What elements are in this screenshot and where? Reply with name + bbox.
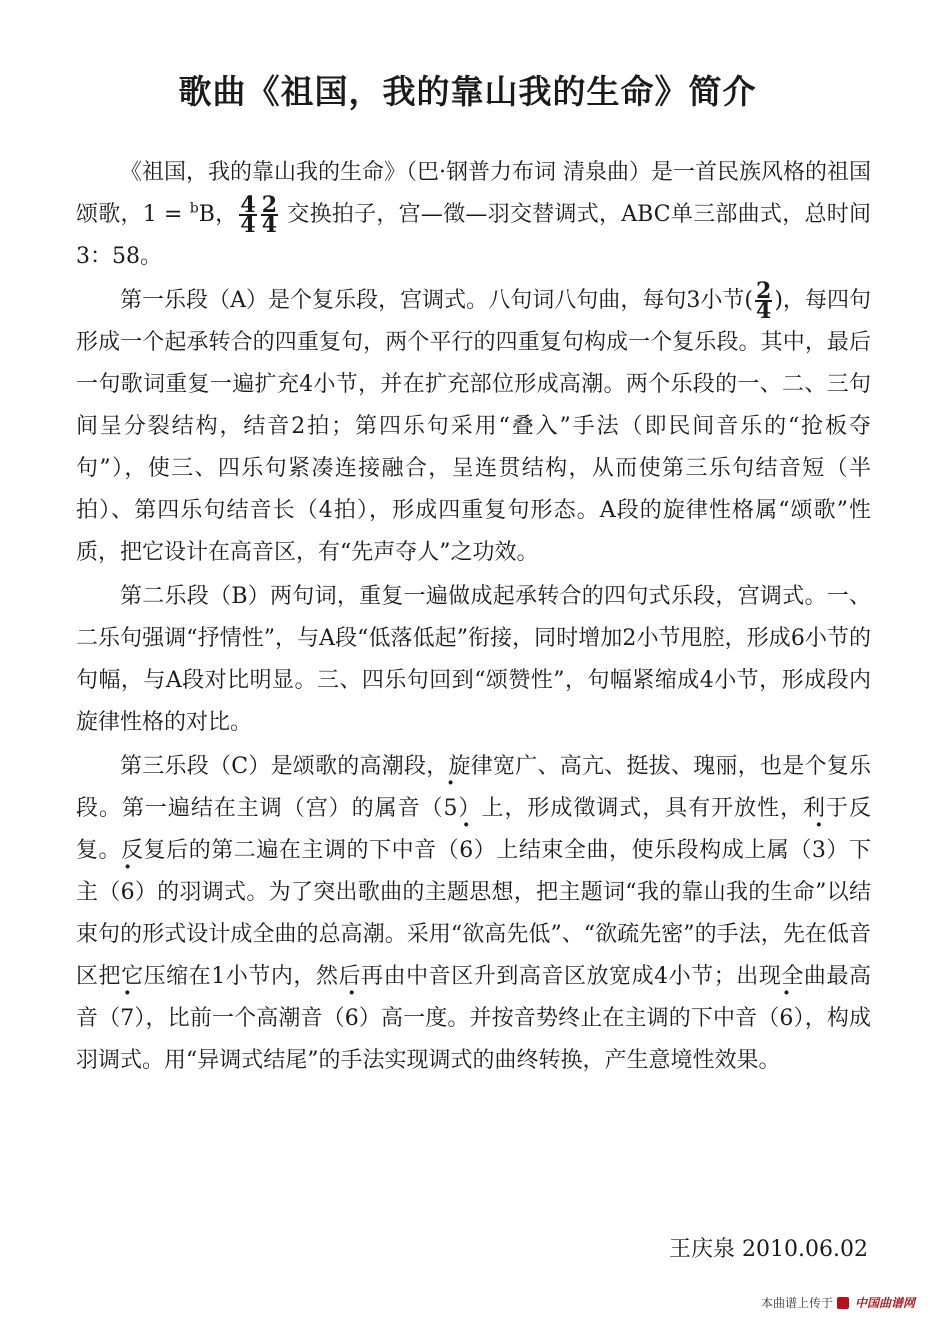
document-body <box>76 152 871 1082</box>
paragraph-section-b: 第二乐段（B）两句词，重复一遍做成起承转合的四句式乐段，宫调式。一、二乐句强调“抒情性”，与A段“低落低起”衔接，同时增加2小节甩腔，形成6小节的句幅，与A段对比明显。三、四乐句回到“颂赞性”，句幅紧缩成4小节，形成段内旋律性格的对比。 <box>76 584 871 735</box>
jianpu-note-high-6: · 6 <box>779 998 793 1040</box>
site-logo-icon <box>837 1297 849 1309</box>
footer-watermark <box>761 1294 915 1311</box>
time-signature-2-4-inline: $\frac{2}{4}$ <box>756 278 772 324</box>
author-signature: 王庆泉 2010.06.02 <box>669 1237 868 1262</box>
jianpu-note-high-7: · 7 <box>120 998 134 1040</box>
flat-sign: b <box>189 200 199 217</box>
time-signature-2-4: $\frac{2}{4}$ <box>261 192 278 238</box>
jianpu-note-high-5: · 5 <box>444 788 458 830</box>
paragraph-section-c: 第三乐段（C）是颂歌的高潮段，旋律宽广、高亢、挺拔、瑰丽，也是个复乐段。第一遍结在主调（宫）的属音（· 5）上，形成徵调式，具有开放性，利于反复。反复后的第二遍在主调的下中音（· 6）上结束全曲，使乐段构成上属（· 3）下主（· 6）的羽调式。为了突出歌曲的主题思想，把主题词“我的靠山我的生命”以结束句的形式设计成全曲的总高潮。采用“欲高先低”、“欲疏先密”的手法，先在低音区把它压缩在1小节内，然后再由中音区升到高音区放宽成4小节；出现全曲最高音（· 7），比前一个高潮音（· 6）高一度。并按音势终止在主调的下中音（· 6），构成羽调式。用“异调式结尾”的手法实现调式的曲终转换，产生意境性效果。 <box>76 746 871 1082</box>
paragraph-section-a: 第一乐段（A）是个复乐段，宫调式。八句词八句曲，每句3小节( $\frac{2}{4}$ )，每四句形成一个起承转合的四重复句，两个平行的四重复句构成一个复乐段。其中，最后一句歌词重复一遍扩充4小节，并在扩充部位形成高潮。两个乐段的一、二、三句间呈分裂结构，结音2拍；第四乐句采用“叠入”手法（即民间音乐的“抢板夺句”），使三、四乐句紧凑连接融合，呈连贯结构，从而使第三乐句结音短（半拍）、第四乐句结音长（4拍），形成四重复句形态。A段的旋律性格属“颂歌”性质，把它设计在高音区，有“先声夺人”之功效。 <box>76 278 871 565</box>
jianpu-note-high-3: · 3 <box>812 830 826 872</box>
jianpu-note-high-6: · 6 <box>459 830 473 872</box>
paragraph-intro: 《祖国，我的靠山我的生命》（巴·钢普力布词 清泉曲）是一首民族风格的祖国颂歌，1 = $^b$B， $\frac{4}{4}$ $\frac{2}{4}$ 交换拍子，宫—徵—羽交替调式，ABC单三部曲式，总时间3：58。 <box>76 160 871 269</box>
upload-text: 本曲谱上传于 <box>760 1296 833 1310</box>
jianpu-note-high-6: · 6 <box>345 998 359 1040</box>
site-logo-text[interactable]: 中国曲谱网 <box>854 1296 915 1310</box>
time-signature-4-4: $\frac{4}{4}$ <box>240 192 256 238</box>
document-title: 歌曲《祖国，我的靠山我的生命》简介 <box>178 72 757 111</box>
jianpu-note-high-6: · 6 <box>121 872 135 914</box>
